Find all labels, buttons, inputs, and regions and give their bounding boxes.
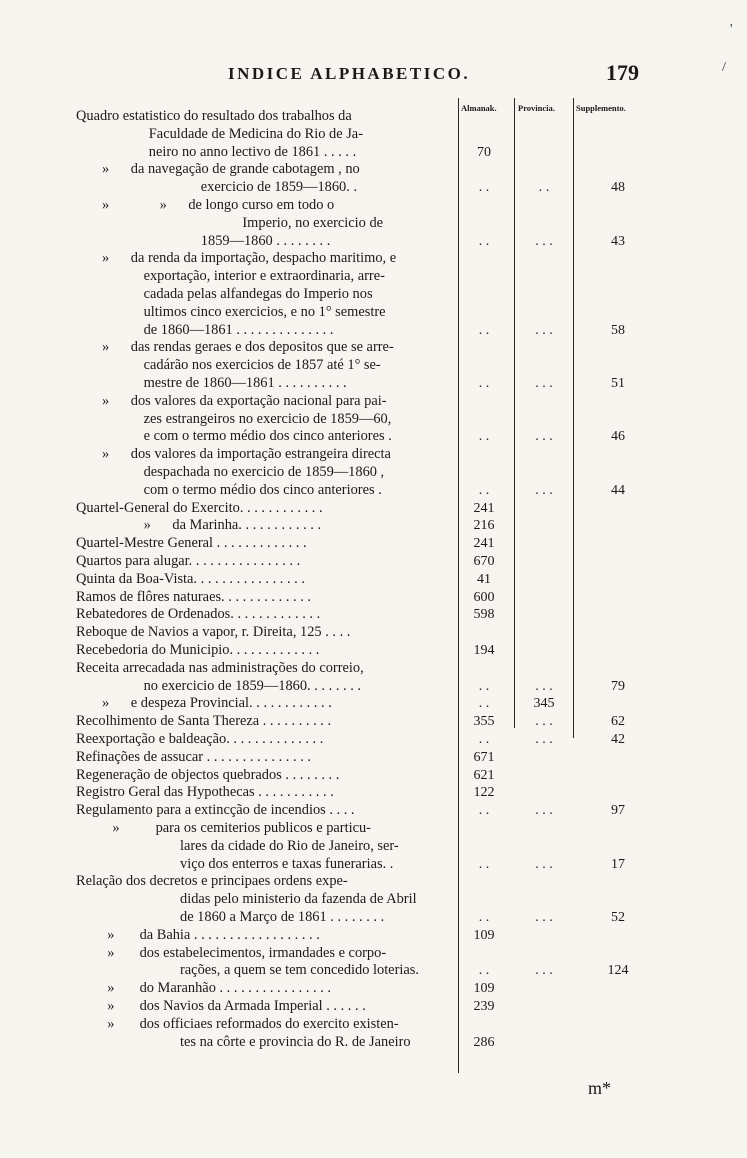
entry-text — [0, 571, 455, 589]
almanak-value: 598 — [473, 607, 495, 623]
entry-line: mestre de 1860—1861 . . . . . . . . . . — [143, 374, 347, 391]
entry-text — [0, 161, 455, 197]
entry-text — [0, 998, 455, 1016]
supplemento-value: 97 — [611, 803, 625, 819]
almanak-value: . . — [478, 678, 490, 694]
entry-line: Relação dos decretos e principaes ordens expe- — [76, 873, 348, 890]
entry-text — [0, 767, 455, 785]
provincia-value: . . . — [535, 233, 553, 249]
supplemento-value: 51 — [611, 375, 625, 391]
almanak-value: . . — [478, 322, 490, 338]
entry-line: Recebedoria do Municipio. . . . . . . . . . . . . — [76, 642, 320, 658]
entry-line: 1859—1860 . . . . . . . . — [200, 232, 331, 249]
index-entry — [0, 749, 747, 767]
entry-line: » do Maranhão . . . . . . . . . . . . . . . . — [107, 980, 332, 997]
almanak-value: . . — [478, 963, 490, 979]
almanak-value: 621 — [473, 767, 495, 783]
almanak-value: . . — [478, 909, 490, 925]
index-entry — [0, 980, 747, 998]
entry-line: » para os cemiterios publicos e particu- — [112, 820, 371, 836]
entry-line: Receita arrecadada nas administrações do correio, — [76, 659, 364, 676]
almanak-value: 355 — [473, 714, 495, 730]
entry-line: tes na côrte e provincia do R. de Janeiro — [180, 1033, 411, 1050]
index-entry — [0, 624, 747, 642]
supplemento-value: 44 — [611, 482, 625, 498]
almanak-value: 670 — [473, 554, 495, 569]
entry-text — [0, 108, 455, 161]
provincia-value: . . . — [535, 963, 553, 979]
entry-line: de 1860 a Março de 1861 . . . . . . . . — [180, 908, 385, 925]
supplemento-value: 46 — [611, 429, 625, 445]
almanak-value: . . — [478, 180, 490, 196]
entry-line: » dos valores da exportação nacional para pai- — [102, 392, 387, 409]
provincia-value: 345 — [533, 696, 555, 712]
entry-line: Quinta da Boa-Vista. . . . . . . . . . . . . . . . — [76, 570, 305, 587]
almanak-value: . . — [478, 375, 490, 391]
entry-text — [0, 820, 455, 873]
index-entry — [0, 1016, 747, 1052]
almanak-value: 109 — [473, 981, 495, 997]
entry-line: Faculdade de Medicina do Rio de Ja- — [148, 125, 363, 142]
index-entry — [0, 446, 747, 499]
supplemento-value: 17 — [611, 856, 625, 872]
entry-text — [0, 589, 455, 607]
entry-line: zes estrangeiros no exercicio de 1859—60, — [143, 410, 392, 427]
entry-line: Quartel-General do Exercito. . . . . . . . . . . . — [76, 499, 323, 516]
entry-line: Regeneração de objectos quebrados . . . . . . . . — [76, 766, 340, 783]
entry-text — [0, 553, 455, 571]
entry-line: Quartel-Mestre General . . . . . . . . . . . . . — [76, 535, 307, 552]
entry-line: exercicio de 1859—1860. . — [200, 179, 358, 196]
column-header-supplemento: Supplemento. — [576, 103, 626, 113]
entry-text — [0, 500, 455, 518]
provincia-value: . . . — [535, 909, 553, 925]
entry-text — [0, 250, 455, 339]
almanak-value: 216 — [473, 518, 495, 534]
almanak-value: 671 — [473, 749, 495, 765]
provincia-value: . . . — [535, 429, 553, 445]
entry-text — [0, 927, 455, 945]
entry-text — [0, 784, 455, 802]
index-entry — [0, 998, 747, 1016]
entry-line: com o termo médio dos cinco anteriores . — [143, 481, 382, 498]
provincia-value: . . . — [535, 482, 553, 498]
entry-line: » da renda da importação, despacho maritimo, e — [102, 250, 397, 267]
index-entry — [0, 589, 747, 607]
index-entry — [0, 161, 747, 197]
provincia-value: . . . — [535, 803, 553, 819]
entry-line: de 1860—1861 . . . . . . . . . . . . . . — [143, 321, 334, 338]
entry-text — [0, 517, 455, 535]
almanak-value: 41 — [477, 571, 491, 587]
index-entry — [0, 927, 747, 945]
almanak-value: . . — [478, 803, 490, 819]
entry-line: cadada pelas alfandegas do Imperio nos — [143, 285, 373, 302]
entry-text — [0, 446, 455, 499]
almanak-value: . . — [478, 732, 490, 747]
index-entry — [0, 695, 747, 713]
entry-line: cadárão nos exercicios de 1857 até 1° se- — [143, 357, 381, 374]
index-entry — [0, 535, 747, 553]
column-header-almanak: Almanak. — [461, 103, 497, 113]
supplemento-value: 62 — [611, 714, 625, 730]
provincia-value: . . . — [535, 856, 553, 872]
supplemento-value: 43 — [611, 233, 625, 249]
entry-line: » dos officiaes reformados do exercito existen- — [107, 1015, 399, 1032]
entry-text — [0, 339, 455, 392]
supplemento-value: 42 — [611, 732, 625, 747]
entry-line: » dos Navios da Armada Imperial . . . . . . — [107, 998, 366, 1014]
entry-line: rações, a quem se tem concedido loterias. — [180, 962, 419, 979]
provincia-value: . . — [538, 180, 550, 196]
entry-line: Regulamento para a extincção de incendios . . . . — [76, 802, 355, 819]
almanak-value: 194 — [473, 643, 495, 658]
margin-mark: / — [722, 60, 726, 75]
entry-line: Quartos para alugar. . . . . . . . . . . . . . . . — [76, 553, 301, 569]
supplemento-value: 79 — [611, 678, 625, 694]
entry-line: » da Bahia . . . . . . . . . . . . . . . . . . — [107, 926, 320, 943]
entry-text — [0, 393, 455, 446]
almanak-value: 122 — [473, 785, 495, 801]
index-entry — [0, 500, 747, 518]
almanak-value: 241 — [473, 500, 495, 516]
provincia-value: . . . — [535, 678, 553, 694]
index-entry — [0, 820, 747, 873]
entry-text — [0, 197, 455, 250]
entry-text — [0, 624, 455, 642]
index-entry — [0, 802, 747, 820]
entry-line: Ramos de flôres naturaes. . . . . . . . . . . . . — [76, 588, 312, 605]
provincia-value: . . . — [535, 375, 553, 391]
entry-line: exportação, interior e extraordinaria, arre- — [143, 268, 385, 285]
column-header-provincia: Provincia. — [518, 103, 555, 113]
entry-line: » da Marinha. . . . . . . . . . . . — [143, 517, 322, 534]
entry-text — [0, 749, 455, 767]
index-entry — [0, 553, 747, 571]
entry-line: viço dos enterros e taxas funerarias. . — [180, 855, 394, 872]
entry-line: » das rendas geraes e dos depositos que se arre- — [102, 339, 394, 356]
index-entry — [0, 197, 747, 250]
entry-text — [0, 660, 455, 696]
almanak-value: . . — [478, 696, 490, 712]
almanak-value: 600 — [473, 589, 495, 605]
entry-line: ultimos cinco exercicios, e no 1° semestre — [143, 303, 386, 320]
index-entry — [0, 873, 747, 926]
entry-line: Refinações de assucar . . . . . . . . . . . . . . . — [76, 748, 311, 765]
entry-line: Recolhimento de Santa Thereza . . . . . . . . . . — [76, 713, 332, 730]
index-entry — [0, 767, 747, 785]
supplemento-value: 52 — [611, 909, 625, 925]
entry-line: Registro Geral das Hypothecas . . . . . . . . . . . — [76, 784, 334, 801]
entry-line: » da navegação de grande cabotagem , no — [102, 161, 360, 178]
almanak-value: 109 — [473, 927, 495, 943]
entry-text — [0, 873, 455, 926]
entry-text — [0, 802, 455, 820]
provincia-value: . . . — [535, 732, 553, 747]
index-entry — [0, 108, 747, 161]
almanak-value: . . — [478, 856, 490, 872]
entry-text — [0, 945, 455, 981]
entry-text — [0, 980, 455, 998]
entry-line: Imperio, no exercicio de — [242, 214, 384, 231]
index-entry — [0, 250, 747, 339]
index-entry — [0, 571, 747, 589]
entry-line: Reboque de Navios a vapor, r. Direita, 125 . . . . — [76, 624, 351, 641]
entry-text — [0, 535, 455, 553]
almanak-value: . . — [478, 429, 490, 445]
index-entry — [0, 393, 747, 446]
entry-text — [0, 713, 455, 731]
index-entry — [0, 945, 747, 981]
entry-line: » dos estabelecimentos, irmandades e corpo- — [107, 944, 387, 961]
entry-line: e com o termo médio dos cinco anteriores . — [143, 428, 392, 445]
supplemento-value: 58 — [611, 322, 625, 338]
supplemento-value: 48 — [611, 180, 625, 196]
index-entry — [0, 731, 747, 749]
index-entry — [0, 517, 747, 535]
index-entry — [0, 642, 747, 660]
entry-line: » e despeza Provincial. . . . . . . . . . . . — [102, 695, 332, 712]
page-number: 179 — [606, 60, 639, 85]
entry-line: neiro no anno lectivo de 1861 . . . . . — [148, 143, 357, 160]
entry-line: » » de longo curso em todo o — [102, 197, 335, 213]
margin-mark: ' — [730, 22, 733, 37]
almanak-value: 241 — [473, 536, 495, 552]
entry-text — [0, 695, 455, 713]
entry-text — [0, 642, 455, 660]
supplemento-value: 124 — [607, 963, 629, 979]
page-title: INDICE ALPHABETICO. — [228, 64, 471, 83]
entry-line: Quadro estatistico do resultado dos trabalhos da — [76, 108, 352, 124]
provincia-value: . . . — [535, 322, 553, 338]
entry-line: Rebatedores de Ordenados. . . . . . . . . . . . . — [76, 606, 321, 623]
provincia-value: . . . — [535, 714, 553, 730]
index-entry — [0, 713, 747, 731]
index-entry — [0, 660, 747, 696]
index-entry — [0, 339, 747, 392]
entry-text — [0, 731, 455, 749]
almanak-value: . . — [478, 482, 490, 498]
entry-line: didas pelo ministerio da fazenda de Abril — [180, 891, 417, 908]
index-entry — [0, 784, 747, 802]
entry-text — [0, 1016, 455, 1052]
entry-line: lares da cidade do Rio de Janeiro, ser- — [180, 837, 399, 854]
almanak-value: . . — [478, 233, 490, 249]
almanak-value: 286 — [473, 1034, 495, 1050]
entry-line: Reexportação e baldeação. . . . . . . . . . . . . . — [76, 731, 324, 747]
signature-mark: m* — [588, 1078, 612, 1098]
almanak-value: 239 — [473, 999, 495, 1014]
index-entry — [0, 606, 747, 624]
entry-line: no exercicio de 1859—1860. . . . . . . . — [143, 677, 362, 694]
entry-text — [0, 606, 455, 624]
entry-line: » dos valores da importação estrangeira directa — [102, 446, 391, 463]
almanak-value: 70 — [477, 144, 491, 160]
entry-line: despachada no exercicio de 1859—1860 , — [143, 463, 385, 480]
